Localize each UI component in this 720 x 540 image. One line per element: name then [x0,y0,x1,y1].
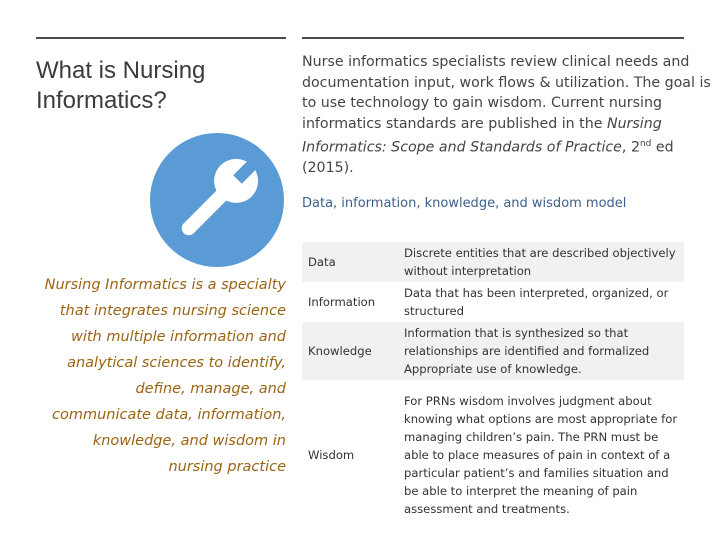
term-information: Information [302,282,398,322]
intro-paragraph [302,52,712,179]
definition-knowledge: Information that is synthesized so that relationships are identified and formalized Appropriate use of knowledge. [398,322,684,380]
definition-wisdom: For PRNs wisdom involves judgment about knowing what options are most appropriate for managing children’s pain. The PRN must be able to place measures of pain in context of a particular patient’s and families situation and be able to interpret the meaning of pain assessment and treatments. [398,380,684,530]
table-row [302,322,684,380]
intro-text-3: ed (2015). [302,139,674,177]
table-row [302,242,684,282]
definition-information: Data that has been interpreted, organized, or structured [398,282,684,322]
intro-text-1: Nurse informatics specialists review clinical needs and documentation input, work flows & utilization. The goal is to use technology to gain wisdom. Current nursing informatics standards are published in the [302,54,711,132]
left-title-rule [36,37,286,39]
right-title-rule [302,37,684,39]
dikw-model-table [302,242,684,530]
term-wisdom: Wisdom [302,380,398,530]
intro-text-2: , 2 [621,139,640,156]
table-row [302,282,684,322]
intro-sup: nd [639,139,652,149]
table-row [302,380,684,530]
nursing-informatics-definition: Nursing Informatics is a specialty that integrates nursing science with multiple information and analytical sciences to identify, define, manage, and communicate data, information, knowledge, and wisdom in nursing practice [44,277,286,475]
wrench-icon [150,133,284,267]
term-data: Data [302,242,398,282]
model-title: Data, information, knowledge, and wisdom model [302,196,627,211]
definition-data: Discrete entities that are described objectively without interpretation [398,242,684,282]
term-knowledge: Knowledge [302,322,398,380]
page-title: What is Nursing Informatics? [36,57,206,114]
book-title: Nursing Informatics: Scope and Standards of Practice [302,115,662,156]
